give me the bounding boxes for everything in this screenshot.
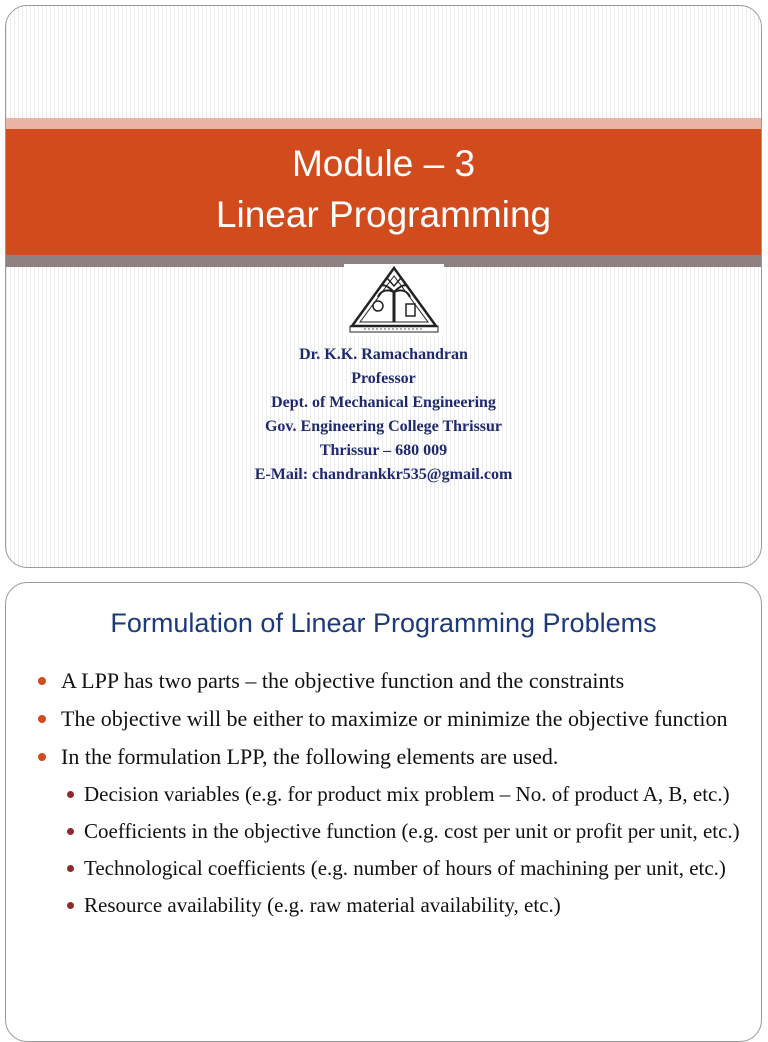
bullet-item: The objective will be either to maximize or minimize the objective function (36, 703, 741, 735)
bullet-item: A LPP has two parts – the objective function and the constraints (36, 665, 741, 697)
slide-2 (5, 582, 762, 1042)
college-emblem-icon (344, 264, 444, 336)
sub-bullet-item: Decision variables (e.g. for product mix problem – No. of product A, B, etc.) (36, 779, 741, 810)
author-email[interactable]: E-Mail: chandrankkr535@gmail.com (254, 466, 513, 483)
bullet-list (36, 665, 741, 927)
sub-bullet-item: Technological coefficients (e.g. number of hours of machining per unit, etc.) (36, 853, 741, 884)
slide-2-title: Formulation of Linear Programming Problems (110, 608, 657, 638)
author-address: Thrissur – 680 009 (319, 442, 448, 459)
author-designation: Professor (351, 370, 416, 387)
bullet-item: In the formulation LPP, the following elements are used. (36, 741, 741, 773)
accent-band-top (6, 118, 761, 129)
author-college: Gov. Engineering College Thrissur (264, 418, 503, 435)
slide-1 (5, 5, 762, 568)
author-department: Dept. of Mechanical Engineering (271, 394, 496, 411)
sub-bullet-item: Coefficients in the objective function (e.g. cost per unit or profit per unit, etc.) (36, 816, 741, 847)
sub-bullet-item: Resource availability (e.g. raw material availability, etc.) (36, 890, 741, 921)
slide-title-line-1: Module – 3 (291, 143, 476, 184)
author-block (6, 343, 761, 487)
author-name: Dr. K.K. Ramachandran (299, 346, 468, 363)
slide-title-line-2: Linear Programming (215, 194, 552, 235)
